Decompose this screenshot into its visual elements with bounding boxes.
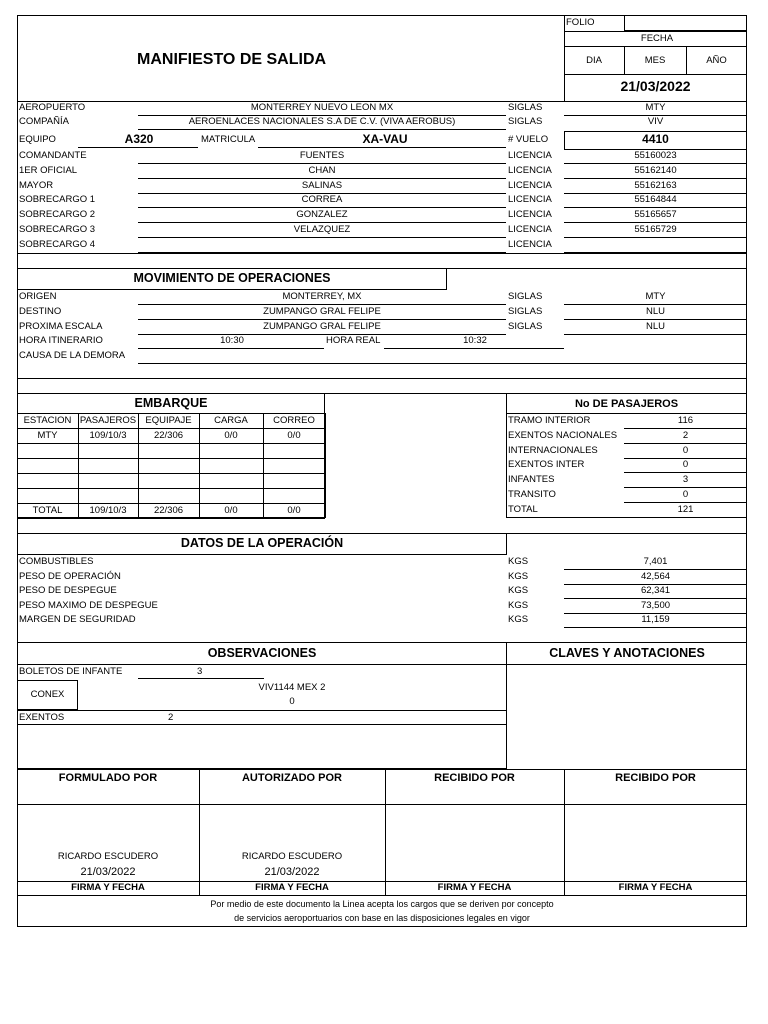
operacion-label: COMBUSTIBLES (19, 556, 94, 567)
signature-date: 21/03/2022 (264, 866, 320, 878)
signature-title: RECIBIDO POR (434, 772, 515, 784)
pasajeros-label: TRANSITO (508, 489, 556, 500)
aeropuerto-value: MONTERREY NUEVO LEON MX (250, 102, 394, 113)
escala-label: PROXIMA ESCALA (19, 321, 103, 332)
embarque-header-cell: CARGA (214, 415, 248, 426)
embarque-col-line (263, 413, 264, 518)
signature-date: 21/03/2022 (80, 866, 136, 878)
embarque-cell: 22/306 (153, 430, 184, 441)
escala-value: ZUMPANGO GRAL FELIPE (263, 321, 381, 332)
operacion-value: 62,341 (640, 585, 671, 597)
embarque-cell: 0/0 (287, 430, 301, 441)
crew-role: SOBRECARGO 3 (19, 224, 96, 235)
embarque-row-line (17, 488, 325, 489)
crew-name: GONZALEZ (296, 209, 348, 221)
embarque-row-line (17, 458, 325, 459)
operacion-unit: KGS (508, 614, 529, 626)
embarque-cell: MTY (37, 430, 58, 441)
signature-title: AUTORIZADO POR (241, 772, 343, 784)
operacion-label: PESO DE OPERACIÓN (19, 570, 121, 582)
pasajeros-label: TRAMO INTERIOR (508, 415, 591, 426)
signature-footer: FIRMA Y FECHA (618, 882, 693, 893)
embarque-total-cell: 0/0 (287, 505, 301, 516)
embarque-cell: 0/0 (224, 430, 238, 441)
pasajeros-value: 3 (682, 474, 689, 486)
fecha-label: FECHA (640, 33, 674, 44)
pasajeros-value: 0 (682, 459, 689, 471)
operacion-value: 42,564 (640, 570, 671, 582)
embarque-col-line (138, 413, 139, 518)
pasajeros-label: EXENTOS INTER (508, 459, 585, 471)
operacion-line (564, 627, 747, 628)
operacion-unit: KGS (508, 599, 529, 611)
header-date: 21/03/2022 (620, 78, 691, 94)
claves-title: CLAVES Y ANOTACIONES (549, 646, 705, 660)
crew-role: SOBRECARGO 2 (19, 209, 96, 221)
embarque-row-line (17, 413, 325, 414)
embarque-frame (17, 393, 325, 518)
crew-name: CORREA (301, 194, 343, 206)
operacion-title: DATOS DE LA OPERACIÓN (180, 536, 344, 550)
compania-label: COMPAÑÍA (19, 116, 69, 127)
siglas-label: SIGLAS (508, 102, 543, 113)
pasajeros-label: INFANTES (508, 474, 555, 486)
destino-label: DESTINO (19, 306, 62, 317)
pasajeros-value: 121 (677, 503, 694, 515)
signature-col-line (564, 769, 565, 895)
signature-col-line (385, 769, 386, 895)
licencia-label: LICENCIA (508, 164, 552, 176)
embarque-row-line (17, 428, 325, 429)
movimiento-title: MOVIMIENTO DE OPERACIONES (133, 271, 331, 285)
embarque-col-line (78, 413, 79, 518)
boletos-label: BOLETOS DE INFANTE (19, 666, 123, 677)
conex-line1: VIV1144 MEX 2 (258, 682, 326, 693)
operacion-label: PESO DE DESPEGUE (19, 585, 117, 597)
operacion-value: 7,401 (643, 556, 668, 567)
operacion-value: 11,159 (641, 614, 670, 626)
crew-license: 55165657 (634, 209, 677, 221)
matricula-value: XA-VAU (362, 132, 408, 146)
pasajeros-label: TOTAL (508, 503, 538, 515)
siglas-label: SIGLAS (508, 321, 543, 332)
vuelo-value: 4410 (642, 132, 669, 146)
crew-license: 55164844 (634, 194, 677, 206)
signature-footer: FIRMA Y FECHA (437, 882, 512, 893)
embarque-title: EMBARQUE (134, 396, 208, 410)
exentos-label: EXENTOS (19, 712, 65, 723)
embarque-col-line (17, 413, 18, 518)
embarque-row-line (17, 503, 325, 504)
operacion-unit: KGS (508, 556, 529, 567)
crew-name-line (138, 237, 506, 238)
crew-license: 55160023 (634, 150, 677, 161)
signature-footer: FIRMA Y FECHA (71, 882, 145, 893)
crew-name: SALINAS (301, 179, 343, 191)
pasajeros-label: INTERNACIONALES (508, 444, 598, 456)
aeropuerto-label: AEROPUERTO (19, 102, 86, 113)
escala-siglas: NLU (645, 321, 665, 332)
licencia-label: LICENCIA (508, 209, 552, 221)
dia-label: DIA (586, 55, 602, 66)
pasajeros-value: 0 (682, 489, 689, 500)
aeropuerto-siglas: MTY (645, 102, 666, 113)
hora-itinerario-value: 10:30 (220, 335, 244, 346)
crew-role: SOBRECARGO 1 (19, 194, 96, 206)
demora-label: CAUSA DE LA DEMORA (19, 350, 126, 361)
anio-label: AÑO (706, 55, 727, 66)
operacion-unit: KGS (508, 570, 529, 582)
embarque-cell: 109/10/3 (89, 430, 127, 441)
hora-real-value: 10:32 (463, 335, 487, 346)
operacion-label: MARGEN DE SEGURIDAD (19, 614, 136, 626)
pasajeros-value: 2 (682, 429, 689, 441)
destino-value: ZUMPANGO GRAL FELIPE (263, 306, 381, 317)
origen-siglas: MTY (645, 291, 666, 302)
crew-license-line (564, 237, 747, 238)
crew-license: 55165729 (634, 224, 677, 235)
pasajeros-value: 116 (677, 415, 694, 426)
crew-name: VELAZQUEZ (293, 224, 351, 235)
signature-footer: FIRMA Y FECHA (255, 882, 329, 893)
page-title: MANIFIESTO DE SALIDA (137, 51, 327, 68)
embarque-header-cell: PASAJEROS (79, 415, 137, 426)
crew-name: FUENTES (299, 150, 345, 161)
crew-license: 55162163 (634, 179, 677, 191)
vuelo-label: # VUELO (508, 134, 549, 145)
siglas-label: SIGLAS (508, 116, 543, 127)
legal-line1: Por medio de este documento la Linea acepta los cargos que se deriven por concepto (210, 899, 554, 909)
embarque-total-cell: 109/10/3 (89, 505, 127, 516)
destino-siglas: NLU (645, 306, 665, 317)
embarque-total-cell: TOTAL (32, 505, 63, 516)
operacion-unit: KGS (508, 585, 529, 597)
crew-license: 55162140 (634, 164, 677, 176)
licencia-label: LICENCIA (508, 150, 552, 161)
crew-role: SOBRECARGO 4 (19, 238, 96, 250)
legal-line2: de servicios aeroportuarios con base en las disposiciones legales en vigor (234, 913, 530, 923)
embarque-row-line (17, 473, 325, 474)
conex-line2: 0 (289, 696, 295, 707)
equipo-label: EQUIPO (19, 134, 56, 145)
compania-siglas: VIV (647, 116, 664, 127)
operacion-label: PESO MAXIMO DE DESPEGUE (19, 599, 158, 611)
embarque-row-line (17, 443, 325, 444)
equipo-value: A320 (124, 132, 154, 146)
exentos-value: 2 (168, 712, 174, 723)
siglas-label: SIGLAS (508, 291, 543, 302)
signature-name: RICARDO ESCUDERO (241, 851, 343, 862)
conex-label: CONEX (30, 689, 65, 700)
embarque-col-line (325, 413, 326, 518)
observaciones-title: OBSERVACIONES (207, 646, 317, 660)
folio-field[interactable] (624, 15, 747, 31)
embarque-col-line (199, 413, 200, 518)
licencia-label: LICENCIA (508, 238, 552, 250)
embarque-header-cell: ESTACION (23, 415, 72, 426)
crew-role: MAYOR (19, 179, 54, 191)
matricula-label: MATRICULA (201, 134, 256, 145)
signature-title: RECIBIDO POR (615, 772, 696, 784)
boletos-value: 3 (197, 666, 203, 677)
signature-name: RICARDO ESCUDERO (57, 851, 159, 862)
embarque-total-cell: 0/0 (224, 505, 238, 516)
embarque-total-cell: 22/306 (153, 505, 184, 516)
operacion-value: 73,500 (640, 599, 671, 611)
mes-label: MES (644, 55, 666, 66)
signature-title: FORMULADO POR (58, 772, 158, 784)
siglas-label: SIGLAS (508, 306, 543, 317)
hora-itinerario-label: HORA ITINERARIO (19, 335, 103, 346)
compania-value: AEROENLACES NACIONALES S.A DE C.V. (VIVA AEROBUS) (188, 116, 456, 127)
crew-role: COMANDANTE (19, 150, 87, 161)
origen-label: ORIGEN (19, 291, 57, 302)
folio-label: FOLIO (566, 17, 595, 28)
pasajeros-value: 0 (682, 444, 689, 456)
licencia-label: LICENCIA (508, 224, 552, 235)
pasajeros-label: EXENTOS NACIONALES (508, 429, 618, 441)
embarque-row-line (17, 518, 325, 519)
embarque-header-cell: EQUIPAJE (145, 415, 192, 426)
licencia-label: LICENCIA (508, 179, 552, 191)
origen-value: MONTERREY, MX (282, 291, 362, 302)
crew-role: 1ER OFICIAL (19, 164, 78, 176)
crew-name: CHAN (308, 164, 336, 176)
pasajeros-title: No DE PASAJEROS (574, 398, 679, 410)
hora-real-label: HORA REAL (326, 335, 381, 346)
licencia-label: LICENCIA (508, 194, 552, 206)
embarque-header-cell: CORREO (273, 415, 315, 426)
